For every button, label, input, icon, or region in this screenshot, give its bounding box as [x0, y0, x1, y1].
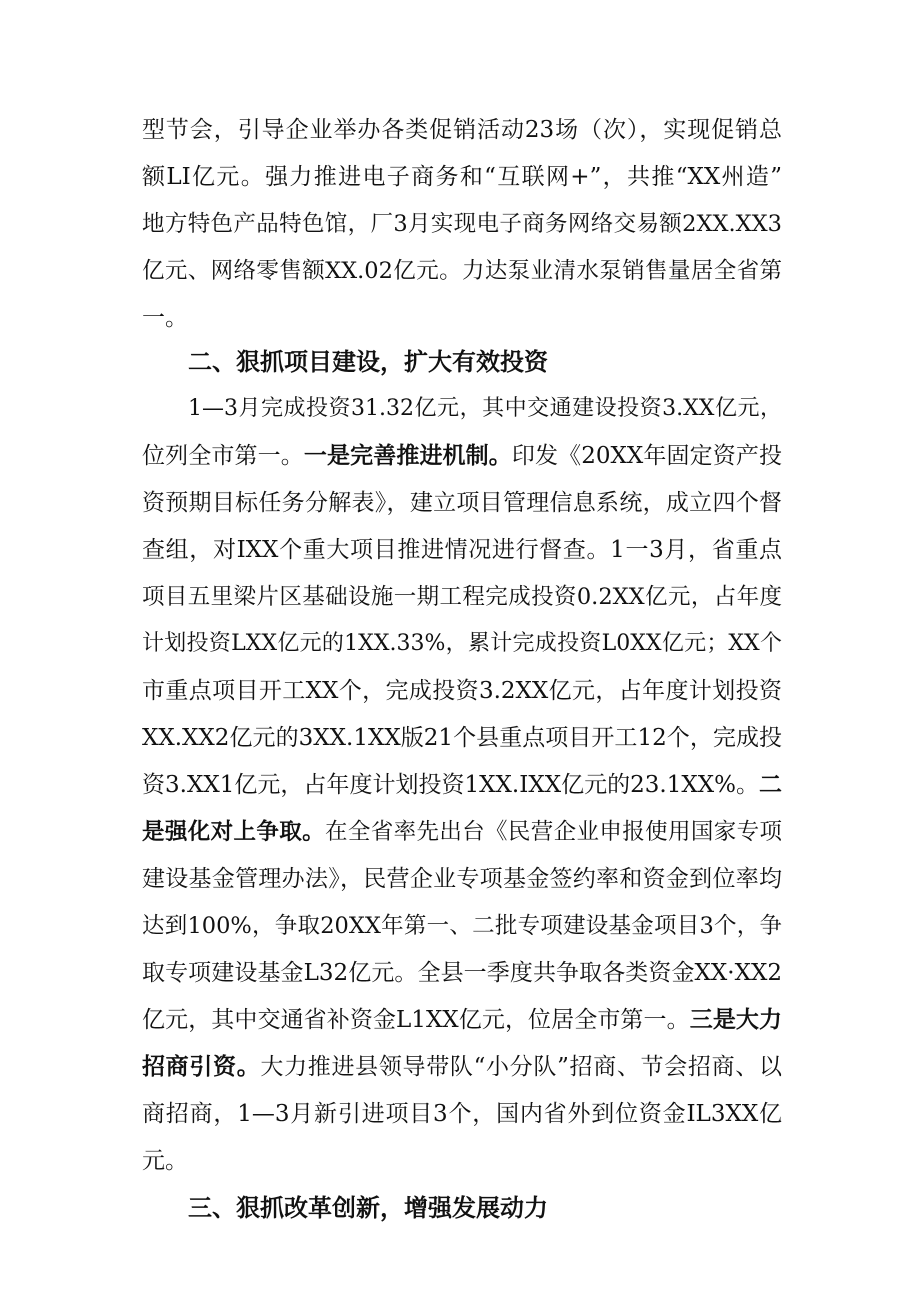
para2-bold-point-2-start: 二	[759, 772, 782, 798]
para2-line-6: 计划投资LXX亿元的1XX.33%，累计完成投资L0XX亿元；XX个	[142, 631, 782, 656]
para2-line-3: 资预期目标任务分解表》，建立项目管理信息系统，成立四个督	[142, 490, 782, 516]
para2-bold-point-3: 招商引资。	[142, 1054, 261, 1080]
para2-line-4: 查组，对IXX个重大项目推进情况进行督查。1一3月，省重点	[142, 537, 782, 563]
para2-line-15	[142, 1045, 782, 1089]
para2-line-16: 商招商，1—3月新引进项目3个，国内省外到位资金IL3XX亿	[142, 1101, 782, 1127]
para1-line-4: 亿元、网络零售额XX.02亿元。力达泵业清水泵销售量居全省第	[142, 258, 782, 284]
para2-bold-point-3-start: 三是大力	[689, 1007, 782, 1033]
para2-line-9	[142, 763, 782, 807]
para1-line-5: 一。	[142, 305, 188, 331]
para1-line-3: 地方特色产品特色馆，厂3月实现电子商务网络交易额2XX.XX3	[142, 211, 782, 237]
para2-line-14-text-a: 亿元，其中交通省补资金L1XX亿元，位居全市第一。	[142, 1007, 690, 1033]
para2-line-5: 项目五里梁片区基础设施一期工程完成投资0.2XX亿元，占年度	[142, 584, 782, 610]
para2-line-11: 建设基金管理办法》，民营企业专项基金签约率和资金到位率均	[142, 866, 782, 892]
para2-line-15-text-b: 大力推进县领导带队“小分队”招商、节会招商、以	[260, 1054, 782, 1080]
para2-line-13: 取专项建设基金L32亿元。全县一季度共争取各类资金XX·XX2	[142, 960, 782, 986]
para2-line-2-text-c: 印发《20XX年固定资产投	[511, 443, 782, 469]
para2-line-7: 市重点项目开工XX个，完成投资3.2XX亿元，占年度计划投资	[142, 678, 782, 704]
para2-line-9-text-a: 资3.XX1亿元，占年度计划投资1XX.IXX亿元的23.1XX%。	[142, 772, 759, 798]
para2-line-1: 1—3月完成投资31.32亿元，其中交通建设投资3.XX亿元，	[188, 396, 782, 421]
para2-line-14	[142, 998, 782, 1042]
para2-line-10	[142, 810, 782, 854]
para2-line-10-text-b: 在全省率先出台《民营企业申报使用国家专项	[324, 819, 782, 845]
para2-line-8: XX.XX2亿元的3XX.1XX版21个县重点项目开工12个，完成投	[142, 725, 782, 751]
para2-bold-point-2: 是强化对上争取。	[142, 819, 325, 845]
para2-line-17: 元。	[142, 1148, 188, 1174]
para2-bold-point-1: 一是完善推进机制。	[303, 443, 512, 469]
para2-line-12: 达到100%，争取20XX年第一、二批专项建设基金项目3个，争	[142, 913, 782, 939]
para2-line-2-text-a: 位列全市第一。	[142, 443, 304, 469]
para2-line-2	[142, 434, 782, 478]
section-heading-2: 二、狠抓项目建设，扩大有效投资	[188, 348, 548, 376]
para1-line-1: 型节会，引导企业举办各类促销活动23场（次），实现促销总	[142, 117, 782, 143]
para1-line-2: 额LI亿元。强力推进电子商务和“互联网+”，共推“XX州造”	[142, 164, 782, 190]
section-heading-3: 三、狠抓改革创新，增强发展动力	[188, 1194, 548, 1222]
